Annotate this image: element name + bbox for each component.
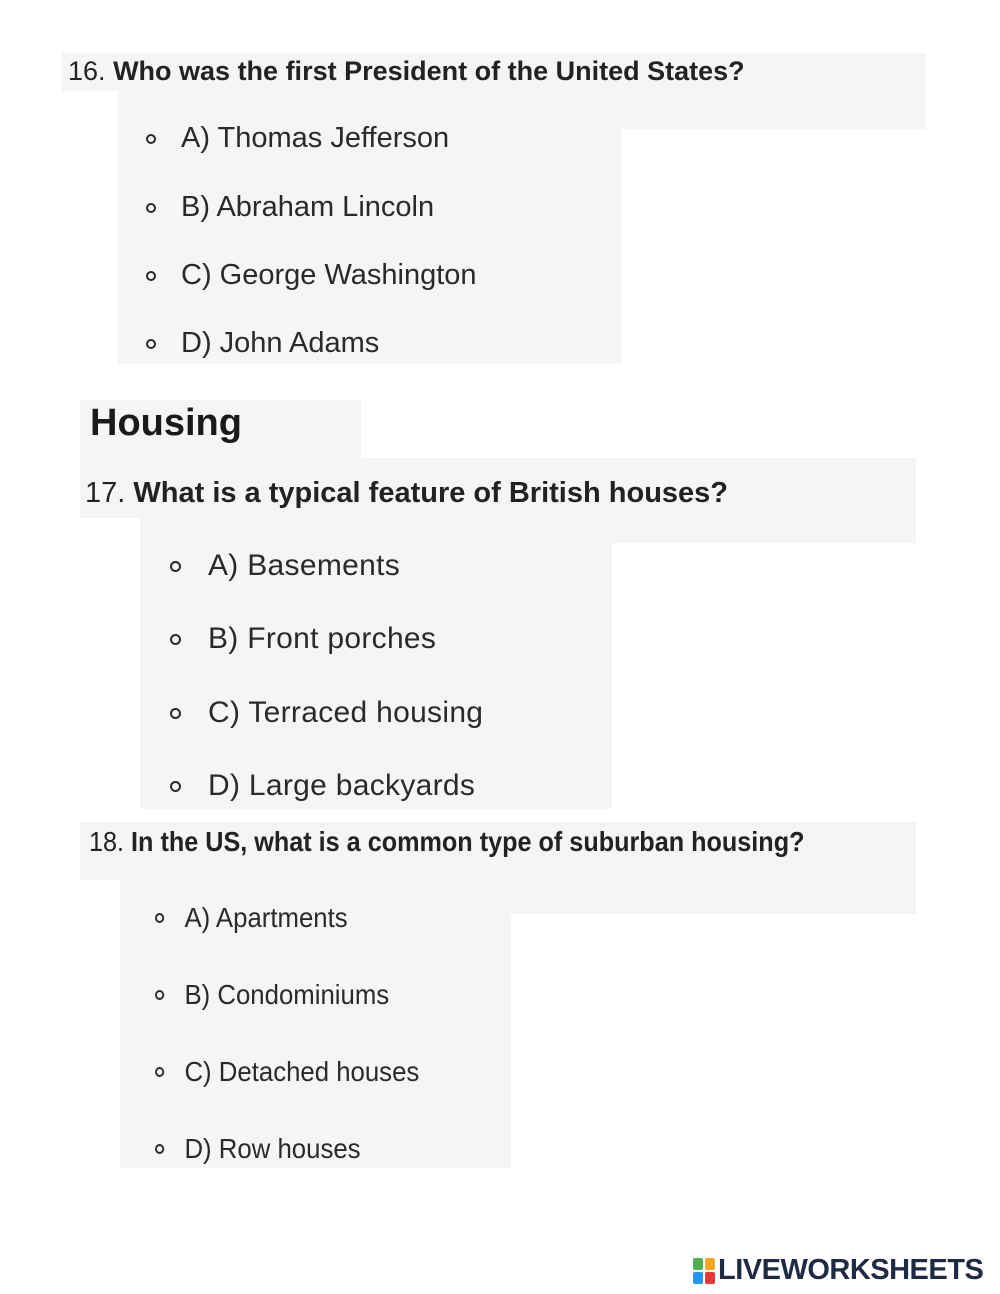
option-c[interactable]	[146, 259, 477, 292]
option-label: B) Front porches	[208, 622, 437, 655]
question-text: Who was the first President of the United States?	[113, 56, 745, 86]
question-number: 16.	[68, 56, 106, 86]
option-c[interactable]	[155, 1056, 419, 1088]
radio-bullet-icon[interactable]	[146, 134, 156, 144]
question-number: 18.	[89, 826, 125, 857]
option-label: C) Terraced housing	[208, 696, 484, 729]
logo-square-icon	[705, 1258, 715, 1270]
option-label: D) John Adams	[181, 327, 380, 359]
option-label: A) Basements	[208, 549, 401, 582]
option-label: A) Thomas Jefferson	[181, 122, 450, 154]
question-16-line	[68, 56, 745, 87]
option-b[interactable]	[146, 191, 434, 224]
question-text: What is a typical feature of British houses?	[133, 477, 729, 509]
radio-bullet-icon[interactable]	[155, 1144, 164, 1154]
logo-square-icon	[693, 1258, 703, 1270]
option-b[interactable]	[170, 622, 436, 656]
question-number: 17.	[85, 477, 126, 509]
brand-name: LIVEWORKSHEETS	[718, 1254, 984, 1286]
question-18-options-bg	[120, 912, 511, 1168]
radio-bullet-icon[interactable]	[146, 271, 156, 281]
radio-bullet-icon[interactable]	[170, 708, 181, 719]
option-label: C) George Washington	[181, 259, 477, 291]
option-label: B) Condominiums	[184, 979, 390, 1010]
option-label: D) Large backyards	[208, 769, 476, 802]
option-label: C) Detached houses	[184, 1056, 420, 1087]
option-d[interactable]	[170, 769, 475, 803]
liveworksheets-logo	[693, 1254, 983, 1287]
radio-bullet-icon[interactable]	[170, 561, 181, 572]
option-d[interactable]	[155, 1133, 361, 1165]
option-b[interactable]	[155, 979, 389, 1011]
radio-bullet-icon[interactable]	[170, 634, 181, 645]
option-label: D) Row houses	[184, 1133, 361, 1164]
radio-bullet-icon[interactable]	[146, 339, 156, 349]
logo-square-icon	[693, 1272, 703, 1284]
section-heading: Housing	[90, 402, 242, 444]
option-label: A) Apartments	[184, 902, 348, 933]
option-label: B) Abraham Lincoln	[181, 191, 435, 223]
option-a[interactable]	[170, 549, 400, 583]
question-18-line	[89, 826, 804, 858]
logo-square-icon	[705, 1272, 715, 1284]
option-a[interactable]	[146, 122, 449, 155]
option-c[interactable]	[170, 696, 483, 730]
radio-bullet-icon[interactable]	[155, 990, 164, 1000]
radio-bullet-icon[interactable]	[155, 1067, 164, 1077]
liveworksheets-logo-icon	[693, 1258, 715, 1284]
radio-bullet-icon[interactable]	[146, 203, 156, 213]
option-a[interactable]	[155, 902, 348, 934]
radio-bullet-icon[interactable]	[155, 913, 164, 923]
option-d[interactable]	[146, 327, 379, 360]
question-17-bg-tail	[140, 516, 916, 543]
radio-bullet-icon[interactable]	[170, 781, 181, 792]
question-text: In the US, what is a common type of suburban housing?	[131, 826, 805, 857]
question-17-line	[85, 477, 728, 510]
